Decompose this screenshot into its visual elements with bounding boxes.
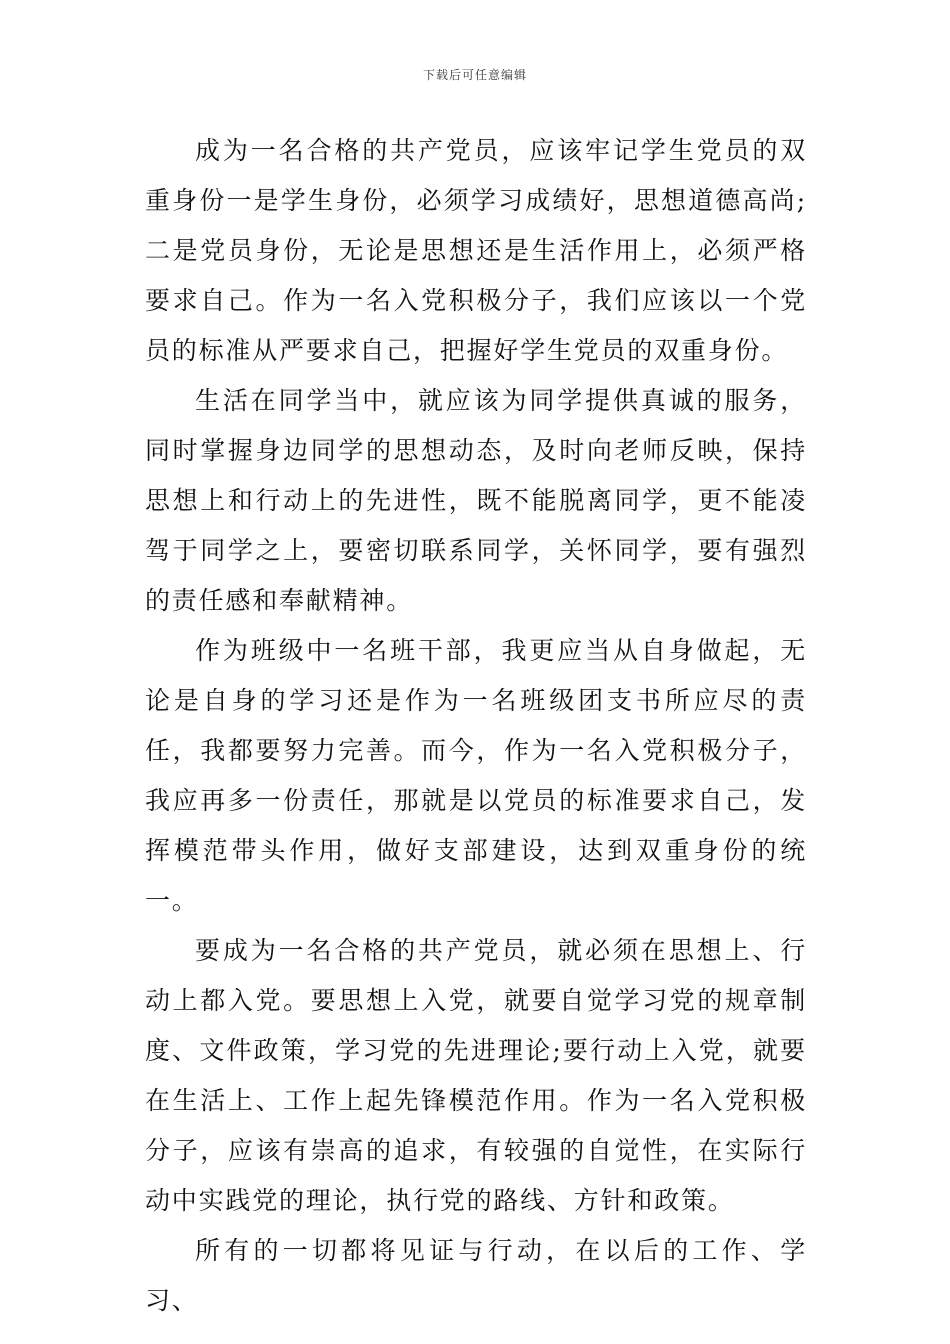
paragraph-2: 生活在同学当中，就应该为同学提供真诚的服务，同时掌握身边同学的思想动态，及时向老师反映，保持思想上和行动上的先进性，既不能脱离同学，更不能凌驾于同学之上，要密切联系同学，关怀同学，要有强烈的责任感和奉献精神。	[145, 386, 807, 615]
header-note: 下载后可任意编辑	[422, 68, 527, 82]
paragraph-1: 成为一名合格的共产党员，应该牢记学生党员的双重身份一是学生身份，必须学习成绩好，思想道德高尚;二是党员身份，无论是思想还是生活作用上，必须严格要求自己。作为一名入党积极分子，我们应该以一个党员的标准从严要求自己，把握好学生党员的双重身份。	[145, 136, 807, 365]
paragraph-5: 所有的一切都将见证与行动，在以后的工作、学习、	[145, 1236, 807, 1315]
document-body	[145, 126, 807, 1326]
paragraph-3: 作为班级中一名班干部，我更应当从自身做起，无论是自身的学习还是作为一名班级团支书所应尽的责任，我都要努力完善。而今，作为一名入党积极分子，我应再多一份责任，那就是以党员的标准要求自己，发挥模范带头作用，做好支部建设，达到双重身份的统一。	[145, 636, 807, 915]
paragraph-4: 要成为一名合格的共产党员，就必须在思想上、行动上都入党。要思想上入党，就要自觉学习党的规章制度、文件政策，学习党的先进理论;要行动上入党，就要在生活上、工作上起先锋模范作用。作为一名入党积极分子，应该有崇高的追求，有较强的自觉性，在实际行动中实践党的理论，执行党的路线、方针和政策。	[145, 936, 807, 1215]
